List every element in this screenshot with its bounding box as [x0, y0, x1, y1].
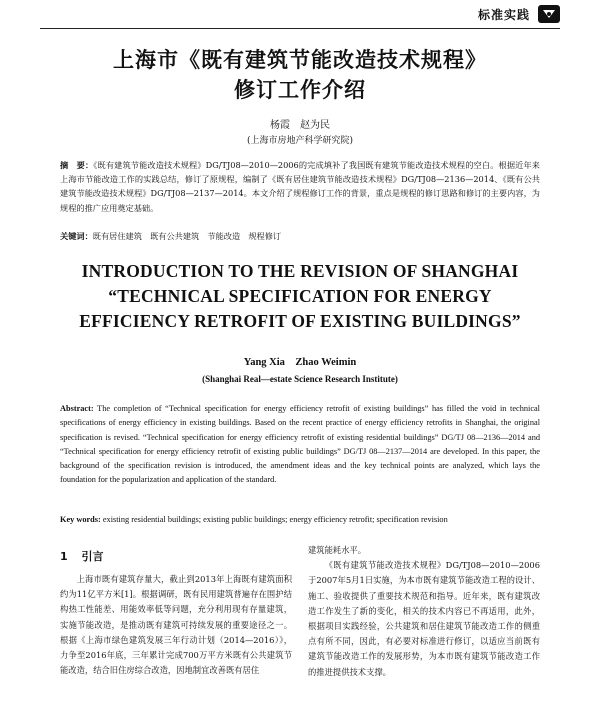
section-1-title: 引言 — [81, 550, 104, 563]
abstract-en-label: Abstract: — [60, 404, 94, 413]
authors-cn: 杨霞 赵为民 — [270, 120, 330, 131]
authors-en: Yang Xia Zhao Weimin — [243, 357, 357, 368]
title-en-line3: EFFICIENCY RETROFIT OF EXISTING BUILDINGS” — [79, 311, 521, 331]
body-left-paragraph: 上海市既有建筑存量大，截止到2013年上海既有建筑面积约为11亿平方米[1]。根据调研，既有民用建筑普遍存在围护结构热工性能差、用能效率低等问题，充分利用现有存量建筑，实施节能改造，是推动既有建筑可持续发展的重要途径之一。根据《上海市绿色建筑发展三年行动计划（2014—2016）》，力争至2016年底，三年累计完成700万平方米既有公共建筑节能改造，结合旧住房综合改造，因地制宜改善既有居住 — [60, 574, 292, 676]
header-rule — [40, 28, 560, 29]
body-left-column — [60, 572, 292, 678]
title-cn-line2: 修订工作介绍 — [234, 78, 366, 102]
abstract-en-text: The completion of “Technical specification for energy efficiency retrofit of existing buildings” has filled the void in technical specifications of energy efficiency in existing buildings. Based on the recent practice of energy efficiency retrofits in Shanghai, the original specification is revised. “Technical specification for energy efficiency retrofit of existing residential buildings” DG/TJ 08—2136—2014 and “Technical specification for energy efficiency retrofit of existing public buildings” DG/TJ 08—2137—2014 are developed. In this paper, the background of the specification revision is introduced, the amendment ideas and the key technical points are analyzed, which lays the foundation for the popularization and application of the standard. — [60, 404, 540, 485]
affiliation-en: (Shanghai Real—estate Science Research Institute) — [202, 374, 398, 384]
body-right-paragraph: 《既有建筑节能改造技术规程》DG/TJ08—2010—2006于2007年5月1日实施，为本市既有建筑节能改造工程的设计、施工、验收提供了重要技术规范和指导。近年来，既有建筑改造工作发生了新的变化，相关的技术内容已不再适用，此外，根据项目实践经验，公共建筑和居住建筑节能改造工作的侧重点有所不同，因此，有必要对标准进行修订，以适应当前既有建筑节能改造工作的发展形势，为本市既有建筑节能改造工作的推进提供技术支撑。 — [308, 560, 540, 677]
keywords-en — [60, 513, 540, 527]
title-cn-line1: 上海市《既有建筑节能改造技术规程》 — [113, 48, 487, 72]
keywords-cn-label: 关键词： — [60, 231, 93, 241]
keywords-cn-text: 既有居住建筑 既有公共建筑 节能改造 规程修订 — [92, 231, 282, 241]
keywords-en-text: existing residential buildings; existing public buildings; energy efficiency retrofit; specification revision — [100, 515, 448, 524]
abstract-cn-label: 摘 要： — [60, 160, 94, 170]
keywords-cn — [60, 229, 540, 243]
body-right-continuation: 建筑能耗水平。 — [308, 545, 367, 555]
section-tag: 标准实践 — [477, 8, 530, 22]
title-en-line1: INTRODUCTION TO THE REVISION OF SHANGHAI — [81, 261, 519, 281]
section-1-heading — [60, 548, 104, 564]
body-right-column — [308, 543, 540, 680]
journal-logo-icon — [538, 5, 560, 23]
abstract-cn — [60, 158, 540, 215]
title-en-line2: “TECHNICAL SPECIFICATION FOR ENERGY — [108, 286, 492, 306]
abstract-cn-text: 《既有建筑节能改造技术规程》DG/TJ08—2010—2006的完成填补了我国既有建筑节能改造技术规程的空白。根据近年来上海市节能改造工作的实践总结，修订了原规程，编制了《既有居住建筑节能改造技术规程》DG/TJ08—2136—2014、《既有公共建筑节能改造技术规程》DG/TJ08—2137—2014。本文介绍了规程修订工作的背景，重点是规程的修订思路和修订的主要内容，为规程的推广应用奠定基础。 — [60, 160, 540, 213]
affiliation-cn: (上海市房地产科学研究院) — [246, 136, 354, 146]
abstract-en — [60, 402, 540, 488]
section-1-number: 1 — [60, 550, 68, 563]
keywords-en-label: Key words: — [60, 515, 101, 524]
